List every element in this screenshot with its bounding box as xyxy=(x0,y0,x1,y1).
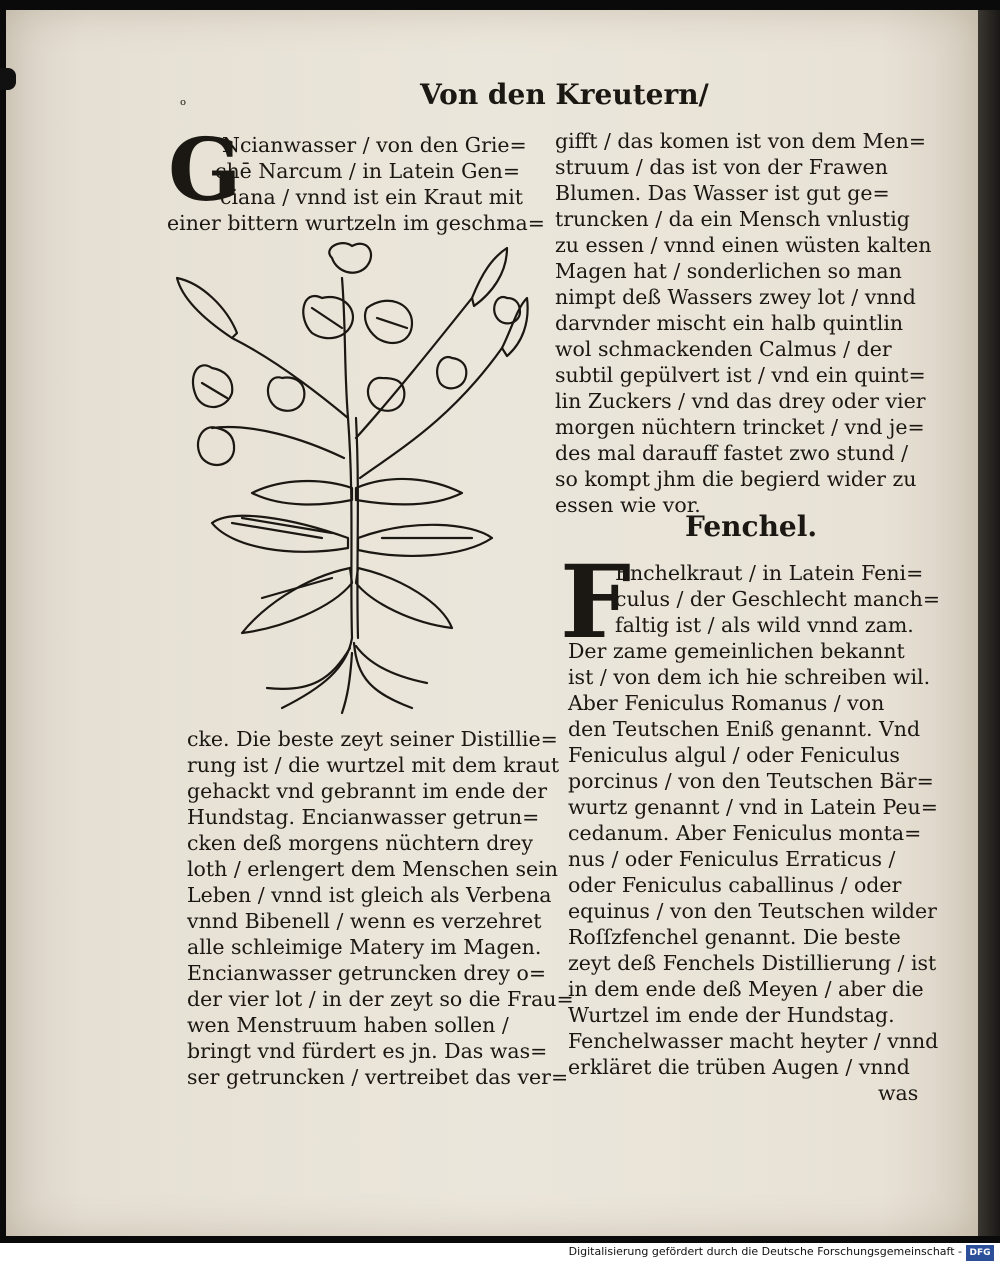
text-line: gehackt vnd gebrannt im ende der xyxy=(187,779,547,803)
initial-letter-g: G xyxy=(168,120,242,221)
dfg-logo: DFG xyxy=(966,1245,994,1261)
page-edge xyxy=(978,10,1000,1236)
text-line: wurtz genannt / vnd in Latein Peu= xyxy=(568,795,938,819)
section-heading-fenchel: Fenchel. xyxy=(685,510,818,543)
text-line: porcinus / von den Teutschen Bär= xyxy=(568,769,934,793)
text-line: lin Zuckers / vnd das drey oder vier xyxy=(555,389,926,413)
text-line: den Teutschen Eniß genannt. Vnd xyxy=(568,717,921,741)
footer-bar xyxy=(0,1243,1000,1265)
text-line: in dem ende deß Meyen / aber die xyxy=(568,977,924,1001)
text-line: ser getruncken / vertreibet das ver= xyxy=(187,1065,569,1089)
text-line: Blumen. Das Wasser ist gut ge= xyxy=(555,181,890,205)
text-line: bringt vnd fürdert es jn. Das was= xyxy=(187,1039,548,1063)
gentian-woodcut-illustration xyxy=(172,238,532,716)
text-line: erkläret die trüben Augen / vnnd xyxy=(568,1055,910,1079)
text-line: Der zame gemeinlichen bekannt xyxy=(568,639,905,663)
catchword: was xyxy=(878,1081,919,1105)
text-line: nimpt deß Wassers zwey lot / vnnd xyxy=(555,285,916,309)
text-line: oder Feniculus caballinus / oder xyxy=(568,873,902,897)
text-line: darvnder mischt ein halb quintlin xyxy=(555,311,904,335)
text-line: cke. Die beste zeyt seiner Distillie= xyxy=(187,727,558,751)
text-line: culus / der Geschlecht manch= xyxy=(615,587,941,611)
text-line: der vier lot / in der zeyt so die Frau= xyxy=(187,987,574,1011)
text-line: des mal darauff fastet zwo stund / xyxy=(555,441,909,465)
text-line: Feniculus algul / oder Feniculus xyxy=(568,743,900,767)
text-line: chē Narcum / in Latein Gen= xyxy=(215,159,520,183)
page-mark: ₒ xyxy=(180,90,185,109)
text-line: zu essen / vnnd einen wüsten kalten xyxy=(555,233,932,257)
text-line: nus / oder Feniculus Erraticus / xyxy=(568,847,896,871)
text-line: Leben / vnnd ist gleich als Verbena xyxy=(187,883,552,907)
text-line: rung ist / die wurtzel mit dem kraut xyxy=(187,753,560,777)
text-line: faltig ist / als wild vnnd zam. xyxy=(615,613,914,637)
text-line: ciana / vnnd ist ein Kraut mit xyxy=(220,185,524,209)
text-line: einer bittern wurtzeln im geschma= xyxy=(167,211,545,235)
text-line: cedanum. Aber Feniculus monta= xyxy=(568,821,922,845)
text-line: wen Menstruum haben sollen / xyxy=(187,1013,509,1037)
footer-credit-text: Digitalisierung gefördert durch die Deutsche Forschungsgemeinschaft - xyxy=(568,1245,962,1258)
text-line: essen wie vor. xyxy=(555,493,701,517)
text-line: Roſſzfenchel genannt. Die beste xyxy=(568,925,901,949)
text-line: Wurtzel im ende der Hundstag. xyxy=(568,1003,895,1027)
text-line: Enchelkraut / in Latein Feni= xyxy=(615,561,924,585)
text-line: Magen hat / sonderlichen so man xyxy=(555,259,902,283)
text-line: Fenchelwasser macht heyter / vnnd xyxy=(568,1029,939,1053)
text-line: vnnd Bibenell / wenn es verzehret xyxy=(187,909,542,933)
text-line: subtil gepülvert ist / vnd ein quint= xyxy=(555,363,926,387)
text-line: ist / von dem ich hie schreiben wil. xyxy=(568,665,931,689)
text-line: wol schmackenden Calmus / der xyxy=(555,337,892,361)
text-line: zeyt deß Fenchels Distillierung / ist xyxy=(568,951,937,975)
text-line: Aber Feniculus Romanus / von xyxy=(568,691,885,715)
text-line: so kompt jhm die begierd wider zu xyxy=(555,467,917,491)
text-line: truncken / da ein Mensch vnlustig xyxy=(555,207,910,231)
running-head: Von den Kreutern/ xyxy=(420,78,709,111)
text-line: loth / erlengert dem Menschen sein xyxy=(187,857,558,881)
text-line: struum / das ist von der Frawen xyxy=(555,155,888,179)
text-line: Encianwasser getruncken drey o= xyxy=(187,961,547,985)
text-line: morgen nüchtern trincket / vnd je= xyxy=(555,415,925,439)
text-line: cken deß morgens nüchtern drey xyxy=(187,831,533,855)
text-line: alle schleimige Matery im Magen. xyxy=(187,935,542,959)
initial-letter-f: F xyxy=(560,543,631,661)
text-line: Ncianwasser / von den Grie= xyxy=(222,133,527,157)
text-line: equinus / von den Teutschen wilder xyxy=(568,899,937,923)
text-line: Hundstag. Encianwasser getrun= xyxy=(187,805,540,829)
page-tab-marker xyxy=(0,68,16,90)
text-line: gifft / das komen ist von dem Men= xyxy=(555,129,927,153)
